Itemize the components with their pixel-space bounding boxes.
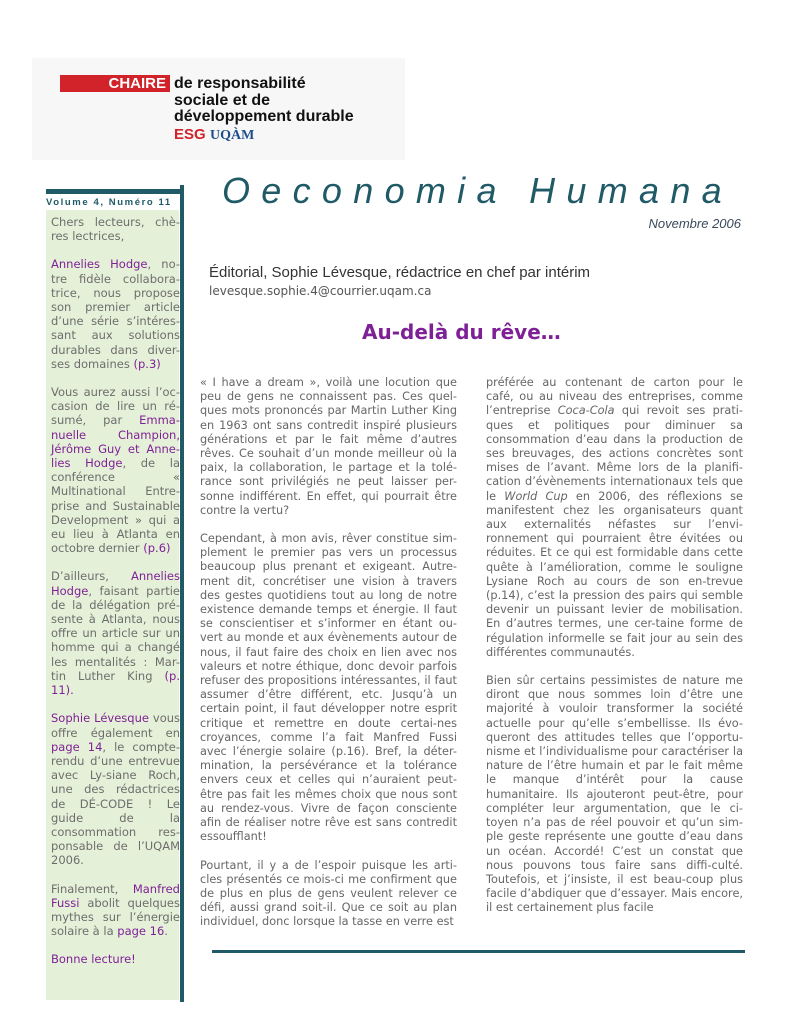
sidebar-closing: Bonne lecture!: [51, 952, 136, 967]
sidebar-paragraph: Sophie Lévesque vous offre également en page 14, le compte-rendu d’une entrevue avec Ly-siane Roch, une des rédactrices de DÉ-CODE ! Le guide de la consommation res-ponsable de l’UQAM 2006.: [51, 711, 181, 868]
sidebar-paragraph: D’ailleurs, Annelies Hodge, faisant partie de la délégation pré-sente à Atlanta, nous offre un article sur un homme qui a changé les mentalités : Mar-tin Luther King (p. 11).: [51, 569, 180, 698]
sidebar-paragraph: Annelies Hodge, no-tre fidèle collabora-trice, nous propose son premier article d’une série s’intéres-sant aux solutions durables dans diver-ses domaines (p.3): [51, 257, 180, 371]
logo-line-3: développement durable: [174, 108, 354, 125]
sidebar-text: [51, 215, 180, 981]
page-reference[interactable]: (p.6): [143, 541, 171, 556]
author-name: Emma-nuelle Champion, Jérôme Guy et Anne-lies Hodge: [51, 413, 180, 471]
page-reference[interactable]: page 14: [51, 739, 103, 754]
article-paragraph: Bien sûr certains pessimistes de nature me diront que nous sommes loin d’être une majorité à vouloir transformer la société actuelle pour qu’elle s’embellisse. Ils évo-queront des attitudes telles que l’opportu-nisme et l’individualisme pour caractériser la nature de l’être humain et par le fait même le manque d’intérêt pour la cause humanitaire. Ils ajouteront peut-être, pour compléter leur argumentation, que le ci-toyen n’a pas de réel pouvoir et qu’un sim-ple geste représente une goutte d’eau dans un océan. Accordé! C’est un constat que nous pouvons tous faire sans diffi-culté. Toutefois, et j’insiste, il est beau-coup plus facile d’abdiquer que d’essayer. Mais encore, il est certainement plus facile: [486, 674, 743, 915]
author-name: Annelies Hodge: [51, 569, 180, 598]
bottom-divider: [212, 950, 745, 953]
sidebar-paragraph: Vous aurez aussi l’oc-casion de lire un ré-sumé, par Emma-nuelle Champion, Jérôme Guy et Anne-lies Hodge, de la conférence « Multinational Entre-prise and Sustainable Development » qui a eu lieu à Atlanta en octobre dernier (p.6): [51, 385, 180, 556]
author-name: Annelies Hodge: [51, 257, 148, 272]
sidebar-paragraph: Finalement, Manfred Fussi abolit quelques mythes sur l’énergie solaire à la page 16.: [51, 881, 180, 939]
article-column-2: [486, 376, 743, 930]
volume-label: Volume 4, Numéro 11: [46, 189, 184, 207]
author-email[interactable]: levesque.sophie.4@courrier.uqam.ca: [209, 284, 432, 298]
newsletter-title: Oeconomia Humana: [222, 170, 733, 211]
page-reference[interactable]: (p. 11).: [51, 668, 180, 698]
logo-esg: ESG: [174, 126, 206, 143]
logo-chaire-badge: CHAIRE: [60, 75, 170, 92]
article-paragraph: Pourtant, il y a de l’espoir puisque les arti-cles présentés ce mois-ci me confirment que de plus en plus de gens veulent relever ce défi, aussi grand soit-il. Que ce soit au plan individuel, donc lorsque la tasse en verre est: [200, 858, 457, 929]
author-name: Manfred Fussi: [51, 881, 180, 910]
article-paragraph: Cependant, à mon avis, rêver constitue sim-plement le premier pas vers un processus beaucoup plus prenant et exigeant. Autre-ment dit, concrétiser une vision à travers des gestes quotidiens tout au long de notre existence demande temps et énergie. Il faut se conscientiser et s’informer en étant ou-vert au monde et aux évènements autour de nous, il faut faire des choix en lien avec nos valeurs et notre éthique, donc devoir parfois refuser des propositions intéressantes, il faut assumer d’être différent, etc. Jusqu’à un certain point, il faut développer notre esprit critique et remettre en doute certai-nes croyances, comme l’a fait Manfred Fussi avec l’énergie solaire (p.16). Bref, la déter-mination, la persévérance et la tolérance envers ceux et celles qui n’auraient peut-être pas fait les mêmes choix que nous sont au rendez-vous. Vivre de façon consciente afin de réaliser notre rêve est sans contredit essoufflant!: [200, 532, 457, 844]
logo-line-2: sociale et de: [174, 92, 271, 109]
sidebar-greeting: Chers lecteurs, chè-res lectrices,: [51, 215, 180, 244]
logo-line-1: de responsabilité: [174, 75, 306, 92]
logo-uqam: UQÀM: [210, 128, 255, 143]
article-paragraph: « I have a dream », voilà une locution que peu de gens ne connaissent pas. Ces quel-ques mots prononcés par Martin Luther King en 1963 ont sans contredit inspiré plusieurs générations et par le fait même d’autres rêves. Ce souhait d’un monde meilleur où la paix, la collaboration, le partage et la tolé-rance sont privilégiés ne peut laisser per-sonne indifférent. En effet, qui pourrait être contre la vertu?: [200, 376, 457, 517]
article-headline: Au-delà du rêve…: [362, 320, 561, 344]
sidebar-divider: [180, 185, 184, 1002]
editorial-byline: Éditorial, Sophie Lévesque, rédactrice en chef par intérim: [209, 264, 591, 281]
author-name: Sophie Lévesque: [51, 711, 149, 726]
page-reference[interactable]: page 16: [117, 924, 165, 939]
page-reference[interactable]: (p.3): [133, 356, 161, 371]
article-column-1: [200, 376, 457, 944]
article-paragraph: préférée au contenant de carton pour le café, ou au niveau des entreprises, comme l’entreprise Coca-Cola qui revoit ses prati-ques et politiques pour diminuer sa consommation d’eau dans la production de ses breuvages, des actions concrètes sont mises de l’avant. Même lors de la planifi-cation d’évènements internationaux tels que le World Cup en 2006, des réflexions se manifestent chez les organisateurs quant aux externalités néfastes sur l’envi-ronnement qui pourraient être évitées ou réduites. Et ce qui est formidable dans cette quête à l’amélioration, comme le souligne Lysiane Roch au cours de son en-trevue (p.14), c’est la pression des pairs qui semble devenir un puissant levier de mobilisation. En d’autres termes, une cer-taine forme de régulation informelle se fait jour au sein des différentes communautés.: [486, 376, 743, 659]
issue-date: Novembre 2006: [648, 216, 741, 231]
